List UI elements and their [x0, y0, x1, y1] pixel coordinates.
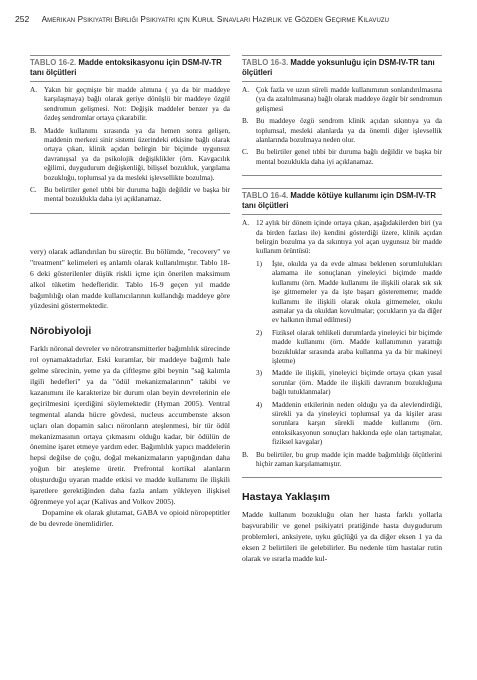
left-column: [30, 55, 230, 530]
subcriterion-number: 1): [256, 259, 262, 268]
criterion-letter: C.: [30, 186, 37, 195]
subcriterion-3: [256, 369, 442, 397]
section-heading-neurobiology: Nörobiyoloji: [30, 325, 92, 338]
body-paragraph: very) olarak adlandırılan bu süreçtir. Bu bölümde, "recovery" ve "treatment" kelimeleri eş anlamlı olarak kullanılmıştır. Tablo 18-6 deki gösterilenler düşük riskli içme için önerilen maksimum alkol tüketim hedefleridir. Tablo 16-9 geçen yıl madde bağımlılığı olan madde kullanıcılarının kullandığı maddeye göre yüzdesini göstermektedir.: [30, 246, 230, 311]
subcriterion-2: [256, 329, 442, 367]
subcriterion-text: Maddenin etkilerinin neden olduğu ya da alevlendirdiği, sürekli ya da yineleyici toplumsal ya da kişiler arası sorunlara karşın sürekli madde kullanımı (örn. entoksikasyonun sonuçları hakkında eşle olan tartışmalar, fiziksel kavgalar): [272, 400, 442, 447]
criterion-text: Çok fazla ve uzun süreli madde kullanımının sonlandırılmasına (ya da azaltılmasına) bağlı olarak maddeye özgür bir sendromun gelişmesi: [256, 86, 442, 113]
body-paragraph: Madde kullanım bozukluğu olan her hasta farklı yollarla başvurabilir ve genel psikiyatri pratiğinde hasta duygudurum problemleri, anksiyete, uyku güçlüğü ya da diğer eksen 1 ya da eksen 2 belirtileri ile gelebilirler. Bu nedenle tüm hastalar rutin olarak ve ısrarla madde kul-: [242, 510, 442, 564]
criterion-a: [242, 219, 442, 257]
subcriterion-text: Fiziksel olarak tehlikeli durumlarda yineleyici bir biçimde madde kullanımı (örn. Madde kullanımının yarattığı bozukluklar sırasında araba kullanma ya da bir makineyi işletme): [272, 328, 442, 365]
running-header: [15, 14, 465, 28]
criterion-text: Bu maddeye özgü sendrom klinik açıdan sıkıntıya ya da toplumsal, mesleki alanlarda ya da önemli diğer işlevsellik alanlarında bozulmaya neden olur.: [256, 117, 442, 145]
page-number: 252: [15, 14, 30, 24]
criterion-letter: C.: [242, 148, 249, 157]
criterion-b: [30, 127, 230, 183]
subcriterion-number: 2): [256, 328, 262, 337]
criterion-letter: A.: [242, 219, 249, 228]
criterion-text: Madde kullanımı sırasında ya da hemen sonra gelişen, maddenin merkezi sinir sistemi üzerindeki etkisine bağlı olarak ortaya çıkan, klinik açıdan belirgin bir biçimde uygunsuz davranışsal ya da psikolojik değişiklikler (örn. Kavgacılık eğilimi, duygudurum değişkenliği, bilişsel bozukluk, yargılama bozukluğu, toplumsal ya da mesleki işlevsellikte bozulma).: [44, 126, 230, 182]
criterion-text: Yakın bir geçmişte bir madde alımına ( ya da bir maddeye karşılaşmaya) bağlı olarak geriye dönüşlü bir maddeye özgül sendromun gelişmesi. Not: Değişik maddeler benzer ya da özdeş sendromlar ortaya çıkarabilir.: [44, 86, 230, 123]
table-16-4: [242, 188, 442, 478]
table-title: [242, 189, 442, 215]
criterion-c: [30, 186, 230, 205]
criterion-a: [242, 86, 442, 114]
body-paragraph: Farklı nöronal devreler ve nörotransmitterler bağımlılık sürecinde rol oynamaktadırlar. Eski kuramlar, bir maddeye bağımlı hale gelme sürecinin, yeme ya da çiftleşme gibi beynin "sağ kalımla ilgili hedefleri" ya da "ödül mekanizmalarının" takibi ve kazanımını ile karakterize bir durum olan beyin devrelerinin ele geçirilmesini içerdiğini söylemektedir (Hyman 2005). Ventral tegmental alanda hücre gövdesi, nucleus accumbenste akson uçları olan dopamin salıcı nöronların ateşlenmesi, bir tür ödül mekanizmasının ortaya çıkmasını olduğu kadar, bir ödülün de önemine işaret etmeye yardım eder. Bağımlılık yapıcı maddelerin hepsi değilse de çoğu, doğal mekanizmaların yaptığından daha yoğun bir ateşleme üretir. Prefrontal kortikal alanların olușturduğu uyaran madde etkisi ve madde kullanımı ile ilişkili işaretlere gerektiğinden daha fazla anlam yükleyen ilişkisel öğrenmeye yol açar (Kalivas and Volkov 2005).: [30, 344, 230, 506]
criterion-letter: B.: [242, 117, 249, 126]
subcriterion-number: 4): [256, 400, 262, 409]
running-title: Amerikan Psikiyatri Birliği Psikiyatri için Kurul Sınavları Hazırlık ve Gözden Geçirme Kılavuzu: [41, 15, 390, 24]
criterion-text: Bu belirtiler, bu grup madde için madde bağımlılığı ölçütlerini hiçbir zaman karşılamamıştır.: [256, 450, 442, 468]
criterion-letter: A.: [242, 86, 249, 94]
criterion-c: [242, 148, 442, 167]
section-heading-approach: Hastaya Yaklaşım: [242, 491, 330, 504]
table-number: TABLO 16-3.: [242, 58, 289, 67]
table-16-3: [242, 55, 442, 176]
subcriterion-1: [256, 260, 442, 326]
table-title: [30, 56, 230, 82]
criterion-letter: A.: [30, 86, 37, 94]
criterion-letter: B.: [30, 126, 37, 135]
subcriterion-text: İşte, okulda ya da evde alması beklenen sorumlulukları alamama ile sonuçlanan yineleyici biçimde madde kullanımı (örn. Madde kullanımı ile ilişkili olarak sık sık işe gitmemeler ya da işte başarı gösterememe; madde kullanımı ile ilişkili olarak okula gitmemeler, okulu asmalar ya da okuldan kovulmalar; çocukların ya da diğer ev halkının ihmal edilmesi): [272, 259, 442, 325]
subcriterion-4: [256, 401, 442, 448]
right-column: [242, 55, 442, 565]
criterion-text: 12 aylık bir dönem içinde ortaya çıkan, aşağıdakilerden biri (ya da birden fazlası ile) kendini gösterdiği üzere, klinik açıdan belirgin bozulma ya da sıkıntıya yol açan uygunsuz bir madde kullanım örüntüsü:: [256, 219, 442, 256]
criterion-b: [242, 117, 442, 145]
criterion-letter: B.: [242, 450, 249, 459]
criterion-a: [30, 86, 230, 124]
subcriterion-text: Madde ile ilişkili, yineleyici biçimde ortaya çıkan yasal sorunlar (örn. Madde ile ilişkili davranım bozukluğuna bağlı tutuklanmalar): [272, 369, 442, 397]
criterion-b: [242, 451, 442, 470]
table-number: TABLO 16-4.: [242, 191, 289, 201]
table-16-2: [30, 55, 230, 214]
subcriterion-number: 3): [256, 369, 262, 378]
table-title: [242, 56, 442, 82]
table-number: TABLO 16-2.: [30, 58, 77, 67]
table-caption: Madde yoksunluğu için DSM-IV-TR tanı ölçütleri: [242, 58, 435, 77]
criterion-text: Bu belirtiler genel tıbbi bir duruma bağlı değildir ve başka bir mental bozuklukla daha iyi açıklanamaz.: [44, 186, 230, 204]
table-caption: Madde entoksikasyonu için DSM-IV-TR tanı ölçütleri: [30, 58, 222, 77]
table-caption: Madde kötüye kullanımı için DSM-IV-TR tanı ölçütleri: [242, 191, 436, 211]
criterion-text: Bu belirtiler genel tıbbi bir duruma bağlı değildir ve başka bir mental bozuklukla daha iyi açıklanamaz.: [256, 148, 442, 166]
body-paragraph: Dopamine ek olarak glutamat, GABA ve opioid nöropeptitler de bu devrede önemlidirler.: [30, 507, 230, 528]
